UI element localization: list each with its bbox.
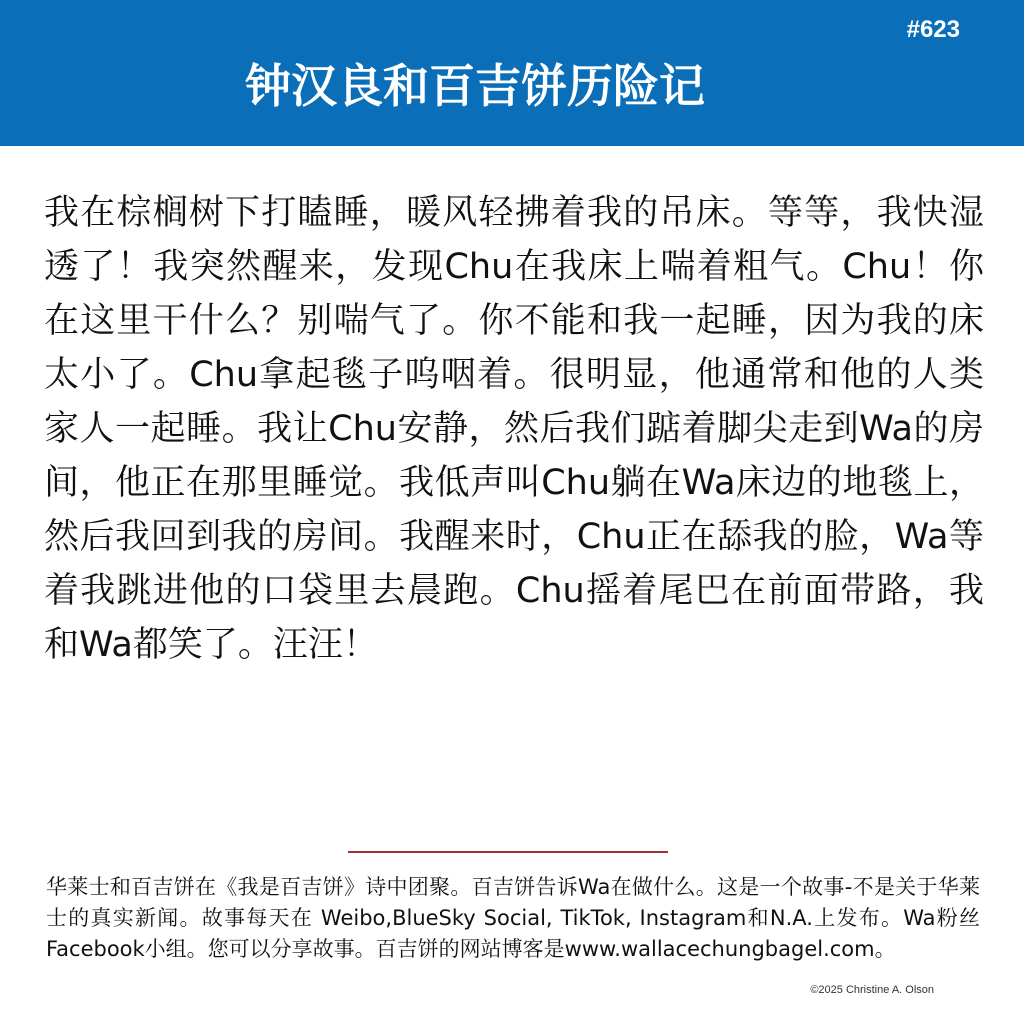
episode-number: #623	[906, 16, 960, 43]
header-banner	[0, 0, 1024, 146]
divider-line	[348, 851, 668, 853]
story-text: 我在棕榈树下打瞌睡，暖风轻拂着我的吊床。等等，我快湿透了！我突然醒来，发现Chu在我床上喘着粗气。Chu！你在这里干什么？别喘气了。你不能和我一起睡，因为我的床太小了。Chu拿起毯子呜咽着。很明显，他通常和他的人类家人一起睡。我让Chu安静，然后我们踮着脚尖走到Wa的房间，他正在那里睡觉。我低声叫Chu躺在Wa床边的地毯上，然后我回到我的房间。我醒来时，Chu正在舔我的脸，Wa等着我跳进他的口袋里去晨跑。Chu摇着尾巴在前面带路，我和Wa都笑了。汪汪！	[44, 193, 984, 665]
page-title: 钟汉良和百吉饼历险记	[245, 59, 705, 113]
footnote-text: 华莱士和百吉饼在《我是百吉饼》诗中团聚。百吉饼告诉Wa在做什么。这是一个故事-不是关于华莱士的真实新闻。故事每天在 Weibo,BlueSky Social, TikTok, Instagram和N.A.上发布。Wa粉丝Facebook小组。您可以分享故事。百吉饼的网站博客是www.wallacechungbagel.com。	[46, 875, 980, 961]
copyright-notice: ©2025 Christine A. Olson	[810, 984, 934, 996]
